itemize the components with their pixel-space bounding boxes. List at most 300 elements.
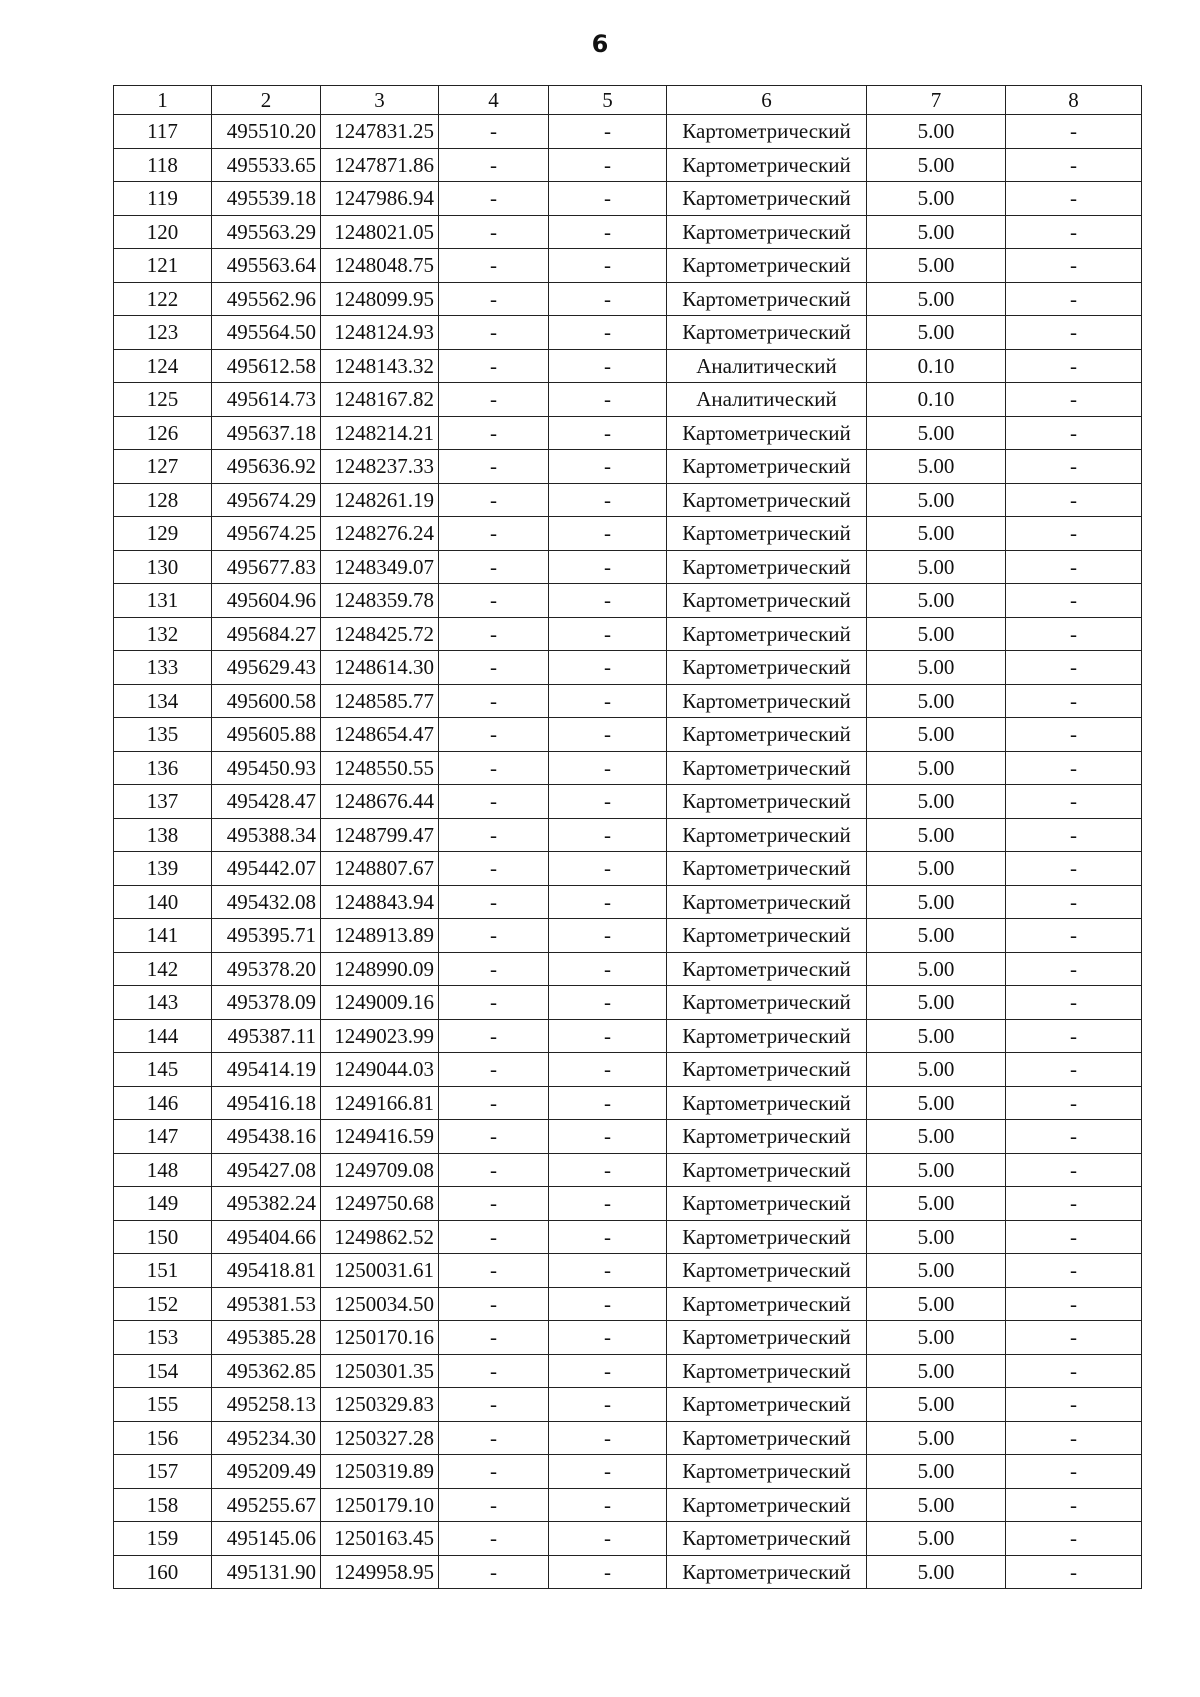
table-row: [114, 1086, 1142, 1120]
column-4-cell: -: [439, 249, 549, 283]
precision-cell: 5.00: [867, 751, 1006, 785]
precision-cell: 5.00: [867, 416, 1006, 450]
column-5-cell: -: [549, 1019, 667, 1053]
y-coordinate-cell: 1248676.44: [321, 785, 439, 819]
column-5-cell: -: [549, 182, 667, 216]
x-coordinate-cell: 495637.18: [212, 416, 321, 450]
point-number-cell: 123: [114, 316, 212, 350]
method-cell: Картометрический: [667, 1019, 867, 1053]
column-8-cell: -: [1006, 1455, 1142, 1489]
method-cell: Картометрический: [667, 1120, 867, 1154]
method-cell: Картометрический: [667, 1254, 867, 1288]
table-row: [114, 383, 1142, 417]
x-coordinate-cell: 495395.71: [212, 919, 321, 953]
y-coordinate-cell: 1247831.25: [321, 115, 439, 149]
point-number-cell: 136: [114, 751, 212, 785]
method-cell: Картометрический: [667, 1287, 867, 1321]
x-coordinate-cell: 495614.73: [212, 383, 321, 417]
method-cell: Картометрический: [667, 517, 867, 551]
point-number-cell: 129: [114, 517, 212, 551]
y-coordinate-cell: 1248799.47: [321, 818, 439, 852]
point-number-cell: 146: [114, 1086, 212, 1120]
precision-cell: 5.00: [867, 885, 1006, 919]
table-row: [114, 316, 1142, 350]
column-8-cell: -: [1006, 718, 1142, 752]
column-4-cell: -: [439, 818, 549, 852]
table-row: [114, 885, 1142, 919]
point-number-cell: 147: [114, 1120, 212, 1154]
x-coordinate-cell: 495636.92: [212, 450, 321, 484]
column-4-cell: -: [439, 316, 549, 350]
precision-cell: 5.00: [867, 517, 1006, 551]
table-row: [114, 952, 1142, 986]
column-4-cell: -: [439, 1522, 549, 1556]
precision-cell: 5.00: [867, 952, 1006, 986]
point-number-cell: 118: [114, 148, 212, 182]
method-cell: Картометрический: [667, 316, 867, 350]
x-coordinate-cell: 495378.09: [212, 986, 321, 1020]
point-number-cell: 122: [114, 282, 212, 316]
point-number-cell: 153: [114, 1321, 212, 1355]
y-coordinate-cell: 1250301.35: [321, 1354, 439, 1388]
method-cell: Картометрический: [667, 148, 867, 182]
x-coordinate-cell: 495404.66: [212, 1220, 321, 1254]
point-number-cell: 143: [114, 986, 212, 1020]
precision-cell: 5.00: [867, 852, 1006, 886]
column-8-cell: -: [1006, 1187, 1142, 1221]
column-8-cell: -: [1006, 1086, 1142, 1120]
y-coordinate-cell: 1248261.19: [321, 483, 439, 517]
point-number-cell: 120: [114, 215, 212, 249]
column-header: 1: [114, 86, 212, 115]
column-4-cell: -: [439, 1187, 549, 1221]
y-coordinate-cell: 1250034.50: [321, 1287, 439, 1321]
point-number-cell: 119: [114, 182, 212, 216]
column-8-cell: -: [1006, 1254, 1142, 1288]
point-number-cell: 156: [114, 1421, 212, 1455]
table-body: [114, 115, 1142, 1589]
column-5-cell: -: [549, 148, 667, 182]
point-number-cell: 159: [114, 1522, 212, 1556]
table-header-row: [114, 86, 1142, 115]
y-coordinate-cell: 1249166.81: [321, 1086, 439, 1120]
x-coordinate-cell: 495605.88: [212, 718, 321, 752]
precision-cell: 5.00: [867, 115, 1006, 149]
precision-cell: 5.00: [867, 1321, 1006, 1355]
x-coordinate-cell: 495604.96: [212, 584, 321, 618]
x-coordinate-cell: 495442.07: [212, 852, 321, 886]
column-8-cell: -: [1006, 349, 1142, 383]
y-coordinate-cell: 1248990.09: [321, 952, 439, 986]
column-4-cell: -: [439, 986, 549, 1020]
point-number-cell: 131: [114, 584, 212, 618]
x-coordinate-cell: 495427.08: [212, 1153, 321, 1187]
table-row: [114, 1555, 1142, 1589]
x-coordinate-cell: 495562.96: [212, 282, 321, 316]
y-coordinate-cell: 1249416.59: [321, 1120, 439, 1154]
column-8-cell: -: [1006, 517, 1142, 551]
method-cell: Аналитический: [667, 349, 867, 383]
method-cell: Картометрический: [667, 1086, 867, 1120]
method-cell: Картометрический: [667, 1187, 867, 1221]
column-5-cell: -: [549, 852, 667, 886]
column-4-cell: -: [439, 416, 549, 450]
method-cell: Картометрический: [667, 1220, 867, 1254]
x-coordinate-cell: 495418.81: [212, 1254, 321, 1288]
column-5-cell: -: [549, 1321, 667, 1355]
x-coordinate-cell: 495450.93: [212, 751, 321, 785]
method-cell: Картометрический: [667, 919, 867, 953]
column-4-cell: -: [439, 1086, 549, 1120]
table-row: [114, 1522, 1142, 1556]
column-8-cell: -: [1006, 785, 1142, 819]
column-4-cell: -: [439, 684, 549, 718]
precision-cell: 5.00: [867, 1254, 1006, 1288]
column-8-cell: -: [1006, 684, 1142, 718]
y-coordinate-cell: 1248359.78: [321, 584, 439, 618]
coordinates-table: [113, 85, 1142, 1589]
column-4-cell: -: [439, 718, 549, 752]
table-row: [114, 1287, 1142, 1321]
x-coordinate-cell: 495564.50: [212, 316, 321, 350]
column-8-cell: -: [1006, 617, 1142, 651]
table-row: [114, 115, 1142, 149]
point-number-cell: 126: [114, 416, 212, 450]
column-4-cell: -: [439, 115, 549, 149]
precision-cell: 5.00: [867, 785, 1006, 819]
table-row: [114, 349, 1142, 383]
column-8-cell: -: [1006, 1488, 1142, 1522]
column-5-cell: -: [549, 550, 667, 584]
column-5-cell: -: [549, 1220, 667, 1254]
column-8-cell: -: [1006, 316, 1142, 350]
point-number-cell: 135: [114, 718, 212, 752]
y-coordinate-cell: 1250329.83: [321, 1388, 439, 1422]
column-5-cell: -: [549, 115, 667, 149]
table-row: [114, 1321, 1142, 1355]
point-number-cell: 133: [114, 651, 212, 685]
column-8-cell: -: [1006, 1388, 1142, 1422]
column-5-cell: -: [549, 383, 667, 417]
precision-cell: 5.00: [867, 550, 1006, 584]
column-8-cell: -: [1006, 1053, 1142, 1087]
y-coordinate-cell: 1248167.82: [321, 383, 439, 417]
method-cell: Картометрический: [667, 282, 867, 316]
x-coordinate-cell: 495258.13: [212, 1388, 321, 1422]
x-coordinate-cell: 495414.19: [212, 1053, 321, 1087]
table-row: [114, 852, 1142, 886]
column-8-cell: -: [1006, 148, 1142, 182]
method-cell: Картометрический: [667, 1522, 867, 1556]
method-cell: Картометрический: [667, 1421, 867, 1455]
method-cell: Картометрический: [667, 182, 867, 216]
x-coordinate-cell: 495539.18: [212, 182, 321, 216]
column-5-cell: -: [549, 282, 667, 316]
precision-cell: 5.00: [867, 182, 1006, 216]
precision-cell: 5.00: [867, 1053, 1006, 1087]
column-header: 6: [667, 86, 867, 115]
precision-cell: 5.00: [867, 483, 1006, 517]
column-4-cell: -: [439, 617, 549, 651]
column-4-cell: -: [439, 182, 549, 216]
point-number-cell: 137: [114, 785, 212, 819]
column-4-cell: -: [439, 483, 549, 517]
column-5-cell: -: [549, 1153, 667, 1187]
x-coordinate-cell: 495600.58: [212, 684, 321, 718]
y-coordinate-cell: 1249862.52: [321, 1220, 439, 1254]
point-number-cell: 130: [114, 550, 212, 584]
column-8-cell: -: [1006, 182, 1142, 216]
y-coordinate-cell: 1248349.07: [321, 550, 439, 584]
column-5-cell: -: [549, 1053, 667, 1087]
x-coordinate-cell: 495387.11: [212, 1019, 321, 1053]
x-coordinate-cell: 495145.06: [212, 1522, 321, 1556]
point-number-cell: 145: [114, 1053, 212, 1087]
method-cell: Картометрический: [667, 617, 867, 651]
point-number-cell: 144: [114, 1019, 212, 1053]
table-row: [114, 986, 1142, 1020]
precision-cell: 5.00: [867, 651, 1006, 685]
column-header: 4: [439, 86, 549, 115]
y-coordinate-cell: 1250327.28: [321, 1421, 439, 1455]
column-8-cell: -: [1006, 1522, 1142, 1556]
column-5-cell: -: [549, 1187, 667, 1221]
method-cell: Картометрический: [667, 115, 867, 149]
column-4-cell: -: [439, 349, 549, 383]
column-8-cell: -: [1006, 383, 1142, 417]
method-cell: Картометрический: [667, 1488, 867, 1522]
y-coordinate-cell: 1250170.16: [321, 1321, 439, 1355]
column-5-cell: -: [549, 584, 667, 618]
precision-cell: 5.00: [867, 282, 1006, 316]
column-4-cell: -: [439, 517, 549, 551]
column-5-cell: -: [549, 416, 667, 450]
method-cell: Картометрический: [667, 584, 867, 618]
point-number-cell: 127: [114, 450, 212, 484]
method-cell: Картометрический: [667, 1555, 867, 1589]
x-coordinate-cell: 495381.53: [212, 1287, 321, 1321]
precision-cell: 5.00: [867, 1522, 1006, 1556]
x-coordinate-cell: 495510.20: [212, 115, 321, 149]
column-8-cell: -: [1006, 215, 1142, 249]
point-number-cell: 141: [114, 919, 212, 953]
table-row: [114, 1153, 1142, 1187]
point-number-cell: 154: [114, 1354, 212, 1388]
column-5-cell: -: [549, 1455, 667, 1489]
precision-cell: 0.10: [867, 383, 1006, 417]
method-cell: Картометрический: [667, 249, 867, 283]
table-row: [114, 282, 1142, 316]
column-8-cell: -: [1006, 115, 1142, 149]
column-4-cell: -: [439, 550, 549, 584]
y-coordinate-cell: 1248913.89: [321, 919, 439, 953]
precision-cell: 5.00: [867, 1287, 1006, 1321]
point-number-cell: 128: [114, 483, 212, 517]
y-coordinate-cell: 1250031.61: [321, 1254, 439, 1288]
column-5-cell: -: [549, 986, 667, 1020]
table-row: [114, 483, 1142, 517]
method-cell: Картометрический: [667, 818, 867, 852]
y-coordinate-cell: 1248585.77: [321, 684, 439, 718]
method-cell: Картометрический: [667, 416, 867, 450]
table-row: [114, 1220, 1142, 1254]
column-header: 7: [867, 86, 1006, 115]
precision-cell: 5.00: [867, 919, 1006, 953]
method-cell: Картометрический: [667, 785, 867, 819]
y-coordinate-cell: 1250163.45: [321, 1522, 439, 1556]
table-row: [114, 1354, 1142, 1388]
precision-cell: 5.00: [867, 1153, 1006, 1187]
method-cell: Картометрический: [667, 450, 867, 484]
precision-cell: 5.00: [867, 684, 1006, 718]
precision-cell: 5.00: [867, 1354, 1006, 1388]
precision-cell: 5.00: [867, 316, 1006, 350]
precision-cell: 5.00: [867, 818, 1006, 852]
method-cell: Картометрический: [667, 651, 867, 685]
column-5-cell: -: [549, 1086, 667, 1120]
y-coordinate-cell: 1248099.95: [321, 282, 439, 316]
y-coordinate-cell: 1248276.24: [321, 517, 439, 551]
precision-cell: 5.00: [867, 215, 1006, 249]
point-number-cell: 148: [114, 1153, 212, 1187]
table-row: [114, 148, 1142, 182]
precision-cell: 5.00: [867, 148, 1006, 182]
column-header: 8: [1006, 86, 1142, 115]
point-number-cell: 158: [114, 1488, 212, 1522]
column-8-cell: -: [1006, 1287, 1142, 1321]
y-coordinate-cell: 1248143.32: [321, 349, 439, 383]
column-8-cell: -: [1006, 282, 1142, 316]
x-coordinate-cell: 495432.08: [212, 885, 321, 919]
column-4-cell: -: [439, 1220, 549, 1254]
point-number-cell: 157: [114, 1455, 212, 1489]
x-coordinate-cell: 495362.85: [212, 1354, 321, 1388]
column-8-cell: -: [1006, 1220, 1142, 1254]
precision-cell: 5.00: [867, 450, 1006, 484]
column-8-cell: -: [1006, 1321, 1142, 1355]
column-4-cell: -: [439, 1053, 549, 1087]
table-row: [114, 1388, 1142, 1422]
y-coordinate-cell: 1248843.94: [321, 885, 439, 919]
column-5-cell: -: [549, 517, 667, 551]
column-5-cell: -: [549, 919, 667, 953]
column-8-cell: -: [1006, 483, 1142, 517]
column-8-cell: -: [1006, 584, 1142, 618]
column-4-cell: -: [439, 215, 549, 249]
method-cell: Картометрический: [667, 718, 867, 752]
point-number-cell: 138: [114, 818, 212, 852]
method-cell: Картометрический: [667, 885, 867, 919]
column-8-cell: -: [1006, 249, 1142, 283]
method-cell: Картометрический: [667, 1354, 867, 1388]
precision-cell: 5.00: [867, 1555, 1006, 1589]
y-coordinate-cell: 1249044.03: [321, 1053, 439, 1087]
y-coordinate-cell: 1248807.67: [321, 852, 439, 886]
point-number-cell: 152: [114, 1287, 212, 1321]
point-number-cell: 124: [114, 349, 212, 383]
column-5-cell: -: [549, 1254, 667, 1288]
point-number-cell: 149: [114, 1187, 212, 1221]
table-row: [114, 1455, 1142, 1489]
method-cell: Картометрический: [667, 1153, 867, 1187]
column-5-cell: -: [549, 1488, 667, 1522]
y-coordinate-cell: 1248550.55: [321, 751, 439, 785]
y-coordinate-cell: 1248425.72: [321, 617, 439, 651]
point-number-cell: 150: [114, 1220, 212, 1254]
column-4-cell: -: [439, 584, 549, 618]
table-row: [114, 1120, 1142, 1154]
x-coordinate-cell: 495385.28: [212, 1321, 321, 1355]
column-4-cell: -: [439, 282, 549, 316]
x-coordinate-cell: 495131.90: [212, 1555, 321, 1589]
column-5-cell: -: [549, 718, 667, 752]
column-header: 3: [321, 86, 439, 115]
column-8-cell: -: [1006, 1354, 1142, 1388]
column-4-cell: -: [439, 1287, 549, 1321]
method-cell: Картометрический: [667, 751, 867, 785]
x-coordinate-cell: 495684.27: [212, 617, 321, 651]
precision-cell: 5.00: [867, 1388, 1006, 1422]
column-4-cell: -: [439, 751, 549, 785]
method-cell: Картометрический: [667, 986, 867, 1020]
y-coordinate-cell: 1248124.93: [321, 316, 439, 350]
x-coordinate-cell: 495629.43: [212, 651, 321, 685]
column-5-cell: -: [549, 952, 667, 986]
y-coordinate-cell: 1249023.99: [321, 1019, 439, 1053]
column-5-cell: -: [549, 1555, 667, 1589]
column-4-cell: -: [439, 1321, 549, 1355]
point-number-cell: 139: [114, 852, 212, 886]
column-4-cell: -: [439, 1019, 549, 1053]
column-8-cell: -: [1006, 1019, 1142, 1053]
column-5-cell: -: [549, 818, 667, 852]
column-4-cell: -: [439, 1388, 549, 1422]
precision-cell: 5.00: [867, 1220, 1006, 1254]
column-8-cell: -: [1006, 450, 1142, 484]
method-cell: Картометрический: [667, 215, 867, 249]
column-5-cell: -: [549, 450, 667, 484]
x-coordinate-cell: 495378.20: [212, 952, 321, 986]
column-5-cell: -: [549, 349, 667, 383]
column-5-cell: -: [549, 1354, 667, 1388]
table-row: [114, 584, 1142, 618]
table-row: [114, 1488, 1142, 1522]
x-coordinate-cell: 495533.65: [212, 148, 321, 182]
column-4-cell: -: [439, 1354, 549, 1388]
column-8-cell: -: [1006, 550, 1142, 584]
table-row: [114, 651, 1142, 685]
column-5-cell: -: [549, 1120, 667, 1154]
y-coordinate-cell: 1247871.86: [321, 148, 439, 182]
point-number-cell: 134: [114, 684, 212, 718]
method-cell: Картометрический: [667, 483, 867, 517]
x-coordinate-cell: 495234.30: [212, 1421, 321, 1455]
y-coordinate-cell: 1250179.10: [321, 1488, 439, 1522]
column-8-cell: -: [1006, 818, 1142, 852]
precision-cell: 5.00: [867, 1421, 1006, 1455]
column-4-cell: -: [439, 1120, 549, 1154]
x-coordinate-cell: 495563.64: [212, 249, 321, 283]
table-row: [114, 718, 1142, 752]
x-coordinate-cell: 495209.49: [212, 1455, 321, 1489]
precision-cell: 5.00: [867, 584, 1006, 618]
precision-cell: 5.00: [867, 1455, 1006, 1489]
y-coordinate-cell: 1248021.05: [321, 215, 439, 249]
column-5-cell: -: [549, 215, 667, 249]
column-4-cell: -: [439, 785, 549, 819]
table-row: [114, 1254, 1142, 1288]
table-row: [114, 818, 1142, 852]
